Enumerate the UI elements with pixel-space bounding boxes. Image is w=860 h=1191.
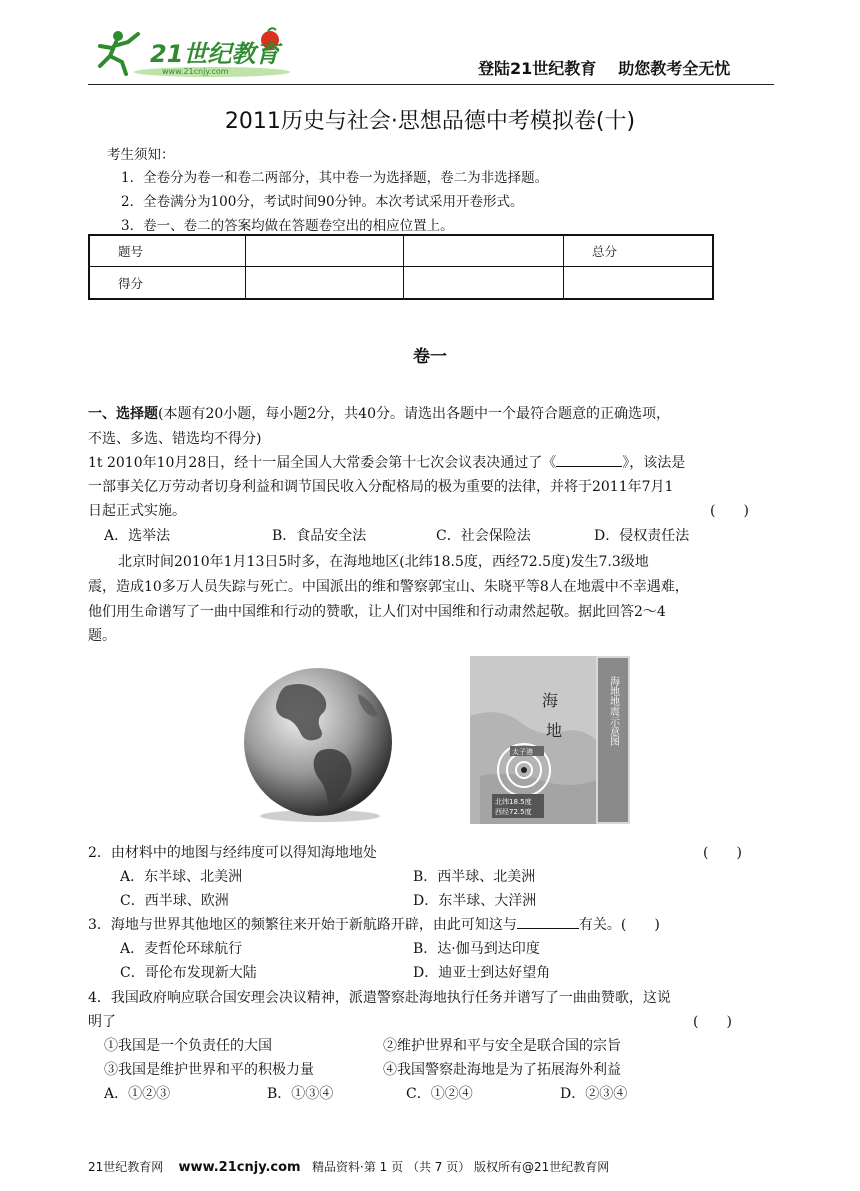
q1-option-d[interactable]: D．侵权责任法: [594, 528, 690, 544]
header-slogan: [478, 56, 752, 79]
q2-option-b[interactable]: B．西半球、北美洲: [413, 869, 536, 885]
footer-site: 21世纪教育网: [88, 1160, 164, 1174]
q3-stem: [88, 914, 660, 934]
q4-statement-1: ①我国是一个负责任的大国: [104, 1038, 272, 1054]
q4-option-c[interactable]: C．①②④: [406, 1086, 473, 1102]
material-line-3: 他们用生命谱写了一曲中国维和行动的赞歌，让人们对中国维和行动肃然起敬。据此回答2～4: [88, 604, 666, 620]
part1-heading-line2: 不选、多选、错选均不得分): [88, 431, 262, 447]
map-side-text: 海地地震示意图: [607, 676, 619, 746]
notice-item-3: 3．卷一、卷二的答案均做在答题卷空出的相应位置上。: [121, 218, 454, 234]
q4-answer-paren[interactable]: ( ): [693, 1014, 732, 1030]
q3-blank[interactable]: [517, 916, 579, 929]
table-cell: 题号: [89, 235, 246, 267]
score-table-row: [89, 235, 713, 267]
q1-line1: [88, 452, 685, 472]
q2-option-a[interactable]: A．东半球、北美洲: [120, 869, 243, 885]
q1-line3: 日起正式实施。: [88, 503, 186, 519]
q3-text-a: 3．海地与世界其他地区的频繁往来开始于新航路开辟，由此可知这与: [88, 917, 517, 933]
table-cell[interactable]: [246, 235, 404, 267]
q3-option-c[interactable]: C．哥伦布发现新大陆: [120, 965, 257, 981]
q4-stem: 4．我国政府响应联合国安理会决议精神，派遣警察赴海地执行任务并谱写了一曲曲赞歌，这说: [88, 990, 671, 1006]
svg-text:www.21cnjy.com: www.21cnjy.com: [162, 67, 229, 76]
q4-statement-4: ④我国警察赴海地是为了拓展海外利益: [383, 1062, 621, 1078]
table-cell[interactable]: [246, 267, 404, 300]
table-cell: 得分: [89, 267, 246, 300]
slogan-left: 登陆21世纪教育: [478, 59, 597, 78]
q4-option-d[interactable]: D．②③④: [560, 1086, 628, 1102]
q1-text-a: 1t 2010年10月28日，经十一届全国人大常委会第十七次会议表决通过了《: [88, 455, 557, 471]
section-title: 卷一: [413, 347, 447, 367]
q3-option-b[interactable]: B．达·伽马到达印度: [413, 941, 540, 957]
q2-option-d[interactable]: D．东半球、大洋洲: [413, 893, 537, 909]
material-line-1: 北京时间2010年1月13日5时多，在海地地区(北纬18.5度，西经72.5度)发生7.3级地: [118, 554, 649, 570]
q2-answer-paren[interactable]: ( ): [703, 845, 742, 861]
map-label-haiti-1: 海: [542, 691, 559, 710]
q4-statement-3: ③我国是维护世界和平的积极力量: [104, 1062, 314, 1078]
material-line-2: 震，造成10多万人员失踪与死亡。中国派出的维和警察郭宝山、朱晓平等8人在地震中不幸遇难，: [88, 579, 689, 595]
map-label-haiti-2: 地: [546, 721, 563, 740]
footer-page-info: 精品资料·第 1 页 （共 7 页） 版权所有@21世纪教育网: [312, 1160, 610, 1174]
q4-statement-2: ②维护世界和平与安全是联合国的宗旨: [383, 1038, 621, 1054]
notice-item-1: 1．全卷分为卷一和卷二两部分，其中卷一为选择题，卷二为非选择题。: [121, 170, 549, 186]
q1-option-b[interactable]: B．食品安全法: [272, 528, 367, 544]
q1-text-b: 》，该法是: [622, 455, 686, 471]
score-table: [88, 234, 714, 300]
slogan-right: 助您教考全无忧: [618, 59, 731, 78]
q3-option-a[interactable]: A．麦哲伦环球航行: [120, 941, 243, 957]
q1-answer-paren[interactable]: ( ): [710, 503, 749, 519]
notice-heading: 考生须知：: [107, 147, 175, 163]
part1-heading-text: (本题有20小题，每小题2分，共40分。请选出各题中一个最符合题意的正确选项，: [158, 406, 670, 422]
q3-text-b: 有关。( ): [578, 917, 660, 933]
score-table-row: [89, 267, 713, 300]
q4-stem-line2: 明了: [88, 1014, 116, 1030]
runner-logo-icon: [92, 26, 292, 80]
page-title: 2011历史与社会·思想品德中考模拟卷(十): [224, 109, 636, 134]
footer-url-link[interactable]: www.21cnjy.com: [178, 1160, 301, 1175]
q2-option-c[interactable]: C．西半球、欧洲: [120, 893, 229, 909]
page-footer: [88, 1158, 609, 1175]
table-cell: 总分: [564, 235, 714, 267]
q1-option-a[interactable]: A．选举法: [104, 528, 171, 544]
table-cell[interactable]: [564, 267, 714, 300]
svg-text:21世纪教育: 21世纪教育: [150, 40, 280, 68]
header-divider: [88, 84, 774, 85]
q1-blank[interactable]: [556, 454, 622, 467]
globe-image: [238, 664, 398, 824]
map-coord-2: 西经72.5度: [495, 808, 532, 816]
haiti-map-image: [470, 656, 630, 824]
q1-option-c[interactable]: C．社会保险法: [436, 528, 531, 544]
site-logo[interactable]: [92, 26, 292, 80]
material-line-4: 题。: [88, 628, 116, 644]
q4-option-b[interactable]: B．①③④: [267, 1086, 334, 1102]
map-label-city: 太子港: [512, 748, 533, 756]
map-coord-1: 北纬18.5度: [495, 798, 532, 806]
q4-option-a[interactable]: A．①②③: [104, 1086, 171, 1102]
q3-option-d[interactable]: D．迪亚士到达好望角: [413, 965, 551, 981]
table-cell[interactable]: [404, 235, 564, 267]
part1-heading: [88, 403, 778, 423]
q2-stem: 2．由材料中的地图与经纬度可以得知海地地处: [88, 845, 377, 861]
table-cell[interactable]: [404, 267, 564, 300]
part1-heading-bold: 一、选择题: [88, 406, 158, 422]
q1-line2: 一部事关亿万劳动者切身利益和调节国民收入分配格局的极为重要的法律，并将于2011年7月1: [88, 479, 674, 495]
notice-item-2: 2．全卷满分为100分，考试时间90分钟。本次考试采用开卷形式。: [121, 194, 524, 210]
